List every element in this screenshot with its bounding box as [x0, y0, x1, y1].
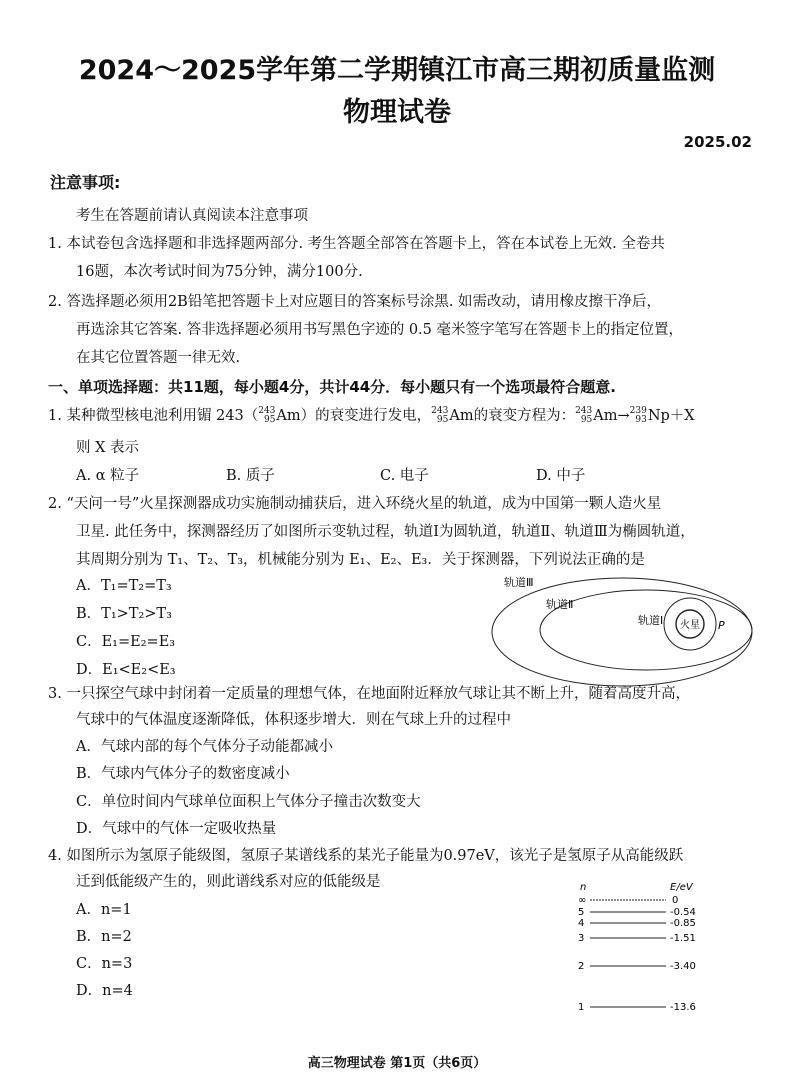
- notice-item-2-line-2: 再选涂其它答案. 答非选择题必须用书写黑色字迹的 0.5 毫米签字笔写在答题卡上的指定位置，: [76, 322, 683, 338]
- question-4-line-2: 迁到低能级产生的，则此谱线系对应的低能级是: [76, 874, 381, 890]
- level-energy: -0.85: [670, 918, 696, 929]
- question-3-option-a: A．气球内部的每个气体分子动能都减小: [76, 739, 333, 755]
- notice-item-1-line-1: 1. 本试卷包含选择题和非选择题两部分. 考生答题全部答在答题卡上，答在本试卷上无效. 全卷共: [48, 236, 665, 252]
- orbit-2-label: 轨道Ⅱ: [546, 598, 574, 611]
- orbit-3-label: 轨道Ⅲ: [504, 576, 534, 589]
- orbit-1-label: 轨道Ⅰ: [638, 614, 664, 627]
- question-2-line-2: 卫星. 此任务中，探测器经历了如图所示变轨过程，轨道Ⅰ为圆轨道，轨道Ⅱ、轨道Ⅲ为椭圆轨道，: [76, 524, 695, 540]
- question-3-option-b: B．气球内气体分子的数密度减小: [76, 766, 290, 782]
- level-1: [578, 1002, 696, 1013]
- section-heading: 一、单项选择题：共11题，每小题4分，共计44分．每小题只有一个选项最符合题意.: [48, 378, 616, 396]
- nuclide-atomic-number: 93: [635, 415, 647, 425]
- exam-subtitle: 物理试卷: [343, 97, 451, 128]
- level-n: 4: [578, 918, 585, 929]
- question-4-option-b: B．n=2: [76, 929, 132, 945]
- question-3-line-2: 气球中的气体温度逐渐降低，体积逐步增大．则在气球上升的过程中: [76, 712, 511, 728]
- page-footer: 高三物理试卷 第1页（共6页）: [307, 1056, 487, 1071]
- question-1-text-e: Np＋X: [647, 408, 695, 424]
- nuclide-am: [258, 407, 275, 425]
- question-1-text-c: 的衰变方程为：: [473, 408, 576, 424]
- level-energy: -13.6: [670, 1002, 696, 1013]
- question-1-option-c: C. 电子: [380, 468, 429, 484]
- nuclide-symbol: Am: [449, 408, 474, 424]
- nuclide-mass-number: 243: [575, 406, 593, 416]
- question-4-option-d: D．n=4: [76, 983, 133, 999]
- question-4-option-a: A．n=1: [76, 902, 132, 918]
- question-4-line-1: 4. 如图所示为氢原子能级图，氢原子某谱线系的某光子能量为0.97eV，该光子是氢原子从高能级跃: [48, 848, 684, 864]
- question-2-line-1: 2. “天问一号”火星探测器成功实施制动捕获后，进入环绕火星的轨道，成为中国第一颗人造火星: [48, 496, 662, 512]
- level-3: [578, 933, 696, 944]
- level-5: [578, 907, 696, 918]
- nuclide-atomic-number: 95: [436, 415, 449, 425]
- question-2-option-d: D．E₁<E₂<E₃: [76, 662, 176, 678]
- question-1-text-d: Am→: [593, 408, 630, 424]
- nuclide-mass-number: 239: [629, 406, 647, 416]
- question-4-option-c: C．n=3: [76, 956, 133, 972]
- level-n: 2: [578, 961, 585, 972]
- level-energy: 0: [672, 895, 679, 906]
- question-1-line-2: 则 X 表示: [76, 440, 140, 456]
- point-p-label: P: [718, 619, 725, 632]
- level-inf: [578, 895, 678, 906]
- n-header: n: [580, 882, 587, 893]
- notice-item-1-line-2: 16题，本次考试时间为75分钟，满分100分.: [76, 264, 363, 280]
- nuclide-am-2: [431, 407, 448, 425]
- exam-date: 2025.02: [683, 133, 752, 151]
- question-3-option-c: C．单位时间内气球单位面积上气体分子撞击次数变大: [76, 794, 421, 810]
- exam-title: 2024～2025学年第二学期镇江市高三期初质量监测: [78, 55, 716, 86]
- question-3-option-d: D．气球中的气体一定吸收热量: [76, 821, 277, 837]
- nuclide-mass-number: 243: [258, 406, 276, 416]
- notice-heading: 注意事项:: [50, 173, 121, 192]
- nuclide-symbol: Am: [276, 408, 301, 424]
- energy-header: E/eV: [670, 882, 693, 893]
- question-1-text-b: ）的衰变进行发电，: [300, 408, 432, 424]
- level-energy: -1.51: [670, 933, 696, 944]
- level-n: 1: [578, 1002, 585, 1013]
- energy-level-diagram: [570, 878, 720, 1018]
- orbit-diagram: [490, 572, 770, 690]
- question-2-option-c: C．E₁=E₂=E₃: [76, 634, 176, 650]
- orbit-3-ellipse: [492, 578, 752, 686]
- question-1-option-d: D. 中子: [536, 468, 586, 484]
- level-2: [578, 961, 696, 972]
- notice-item-2-line-1: 2. 答选择题必须用2B铅笔把答题卡上对应题目的答案标号涂黑. 如需改动，请用橡皮擦干净后，: [48, 294, 662, 310]
- mars-label: 火星: [680, 620, 700, 631]
- question-2-line-3: 其周期分别为 T₁、T₂、T₃，机械能分别为 E₁、E₂、E₃．关于探测器，下列说法正确的是: [76, 552, 645, 568]
- nuclide-np: [630, 407, 647, 425]
- question-2-option-a: A．T₁=T₂=T₃: [76, 578, 172, 594]
- level-n: ∞: [578, 895, 587, 906]
- notice-item-2-line-3: 在其它位置答题一律无效.: [76, 350, 241, 366]
- level-n: 5: [578, 907, 585, 918]
- level-4: [578, 918, 696, 929]
- question-1-option-b: B. 质子: [226, 468, 275, 484]
- nuclide-mass-number: 243: [431, 406, 449, 416]
- question-1-option-a: A. α 粒子: [76, 468, 140, 484]
- nuclide-atomic-number: 95: [263, 415, 276, 425]
- nuclide-atomic-number: 95: [580, 415, 593, 425]
- level-n: 3: [578, 933, 585, 944]
- level-energy: -0.54: [670, 907, 696, 918]
- level-energy: -3.40: [670, 961, 696, 972]
- nuclide-am-3: [575, 407, 592, 425]
- question-2-option-b: B．T₁>T₂>T₃: [76, 606, 172, 622]
- question-3-line-1: 3. 一只探空气球中封闭着一定质量的理想气体，在地面附近释放气球让其不断上升，随着高度升高，: [48, 686, 690, 702]
- question-1-line-1: [48, 406, 695, 426]
- notice-intro: 考生在答题前请认真阅读本注意事项: [76, 208, 308, 224]
- question-1-text-a: 1. 某种微型核电池利用镅 243（: [48, 408, 259, 424]
